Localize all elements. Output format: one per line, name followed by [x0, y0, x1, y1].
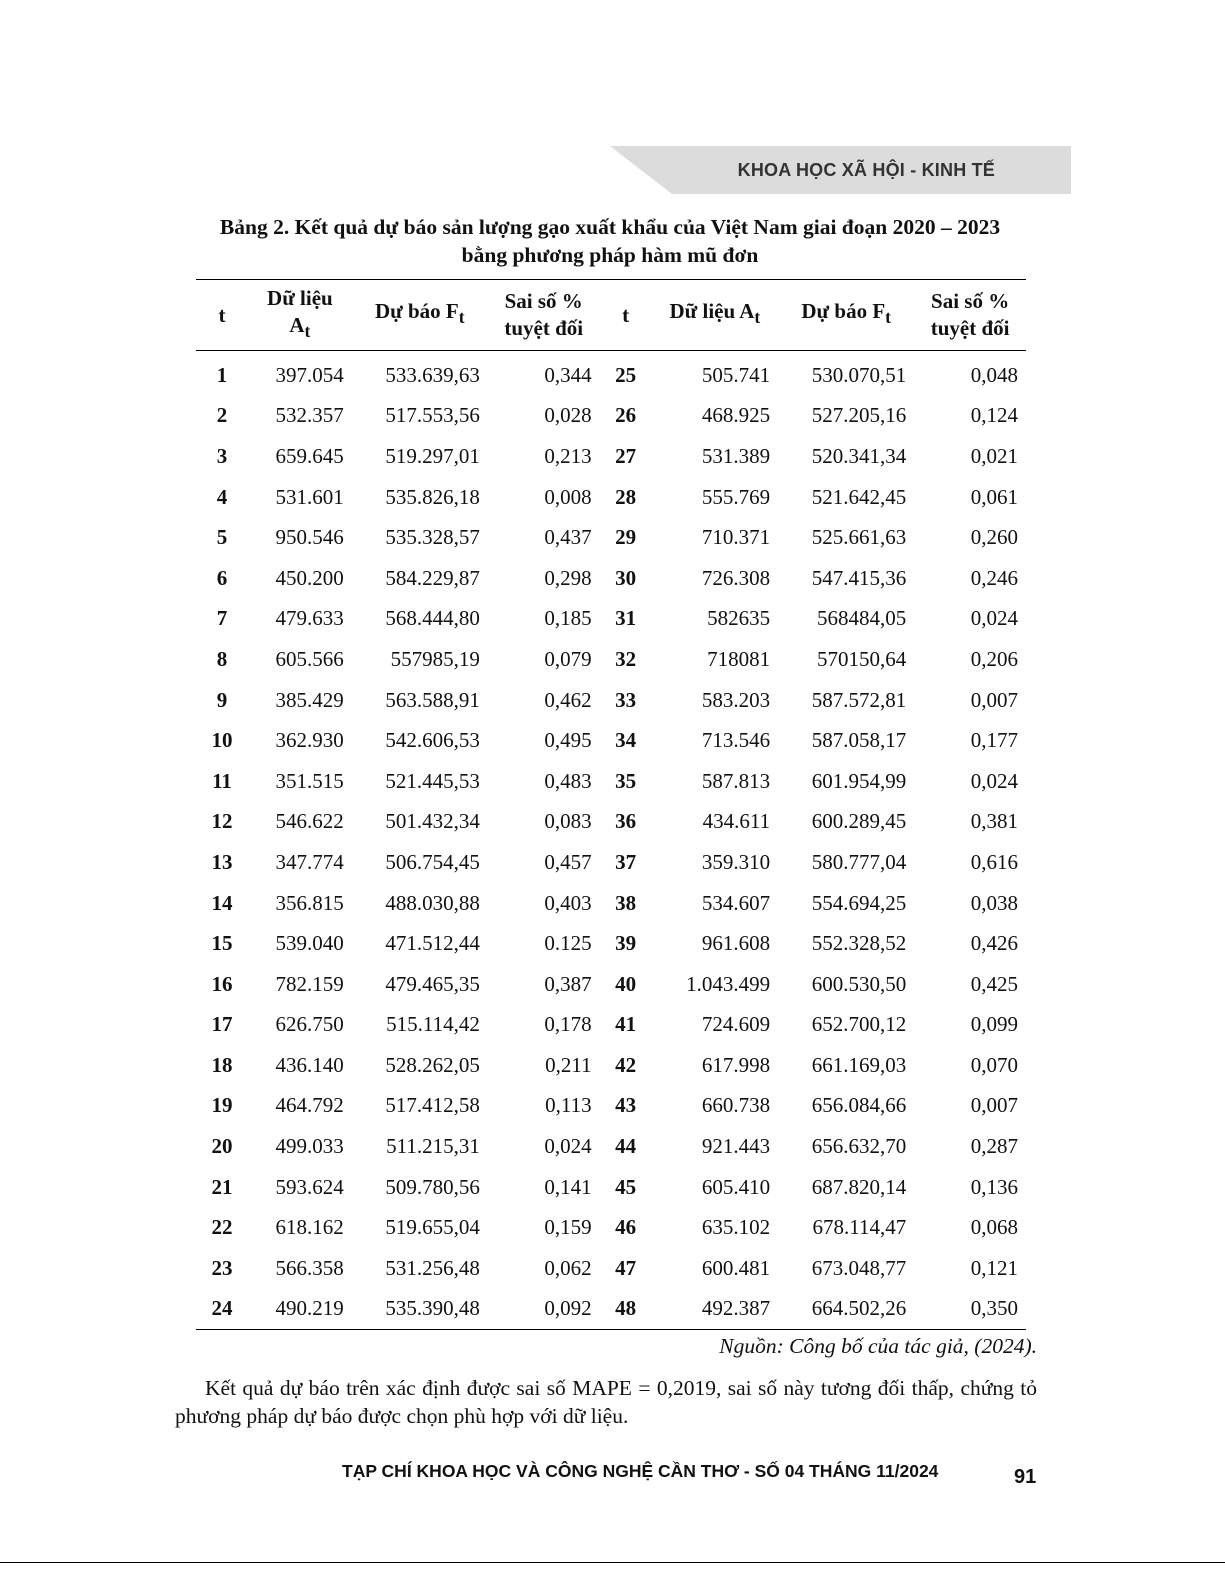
row-forecast-left: 511.215,31	[386, 1134, 480, 1159]
header-t-left: t	[218, 302, 226, 327]
row-t-left: 11	[212, 768, 232, 793]
row-error-right: 0,070	[970, 1052, 1018, 1077]
row-t-right: 43	[615, 1093, 637, 1118]
row-data-left: 464.792	[275, 1093, 344, 1118]
table-row	[196, 802, 1026, 843]
row-error-right: 0,260	[970, 525, 1018, 550]
row-t-right: 40	[615, 971, 637, 996]
row-data-right: 492.387	[701, 1296, 771, 1321]
row-data-left: 450.200	[275, 565, 344, 590]
row-t-left: 12	[211, 809, 233, 834]
table-row	[196, 923, 1026, 964]
journal-footer: TẠP CHÍ KHOA HỌC VÀ CÔNG NGHỆ CẦN THƠ - SỐ 04 THÁNG 11/2024	[342, 1461, 939, 1481]
row-t-left: 23	[211, 1255, 233, 1280]
row-t-left: 21	[211, 1174, 233, 1199]
row-forecast-right: 530.070,51	[811, 362, 907, 387]
row-data-right: 961.608	[701, 931, 771, 956]
header-error-line1-right: Sai số %	[931, 289, 1010, 313]
row-error-left: 0,403	[544, 890, 592, 915]
row-error-right: 0,024	[970, 768, 1018, 793]
row-forecast-right: 554.694,25	[811, 890, 907, 915]
row-forecast-left: 519.655,04	[385, 1215, 480, 1240]
table-body	[196, 351, 1026, 1330]
row-t-right: 35	[615, 768, 637, 793]
header-error-line1: Sai số %	[504, 289, 583, 313]
row-error-left: 0,387	[544, 971, 592, 996]
table-row	[196, 1086, 1026, 1127]
row-forecast-left: 535.826,18	[385, 484, 480, 509]
row-data-right: 359.310	[701, 849, 771, 874]
row-t-right: 29	[615, 525, 637, 550]
row-data-left: 356.815	[275, 890, 344, 915]
table-row	[196, 477, 1026, 518]
row-error-right: 0,099	[970, 1012, 1018, 1037]
row-t-right: 37	[615, 849, 637, 874]
table-row	[196, 351, 1026, 396]
row-data-left: 626.750	[275, 1012, 344, 1037]
row-t-right: 44	[615, 1134, 637, 1159]
bottom-rule	[0, 1562, 1225, 1563]
row-t-right: 45	[615, 1174, 637, 1199]
row-error-left: 0,211	[545, 1052, 592, 1077]
row-forecast-right: 600.530,50	[811, 971, 907, 996]
row-forecast-left: 506.754,45	[385, 849, 480, 874]
row-t-right: 38	[615, 890, 637, 915]
table-row	[196, 1167, 1026, 1208]
row-t-right: 41	[615, 1012, 637, 1037]
table-row	[196, 599, 1026, 640]
table-row	[196, 396, 1026, 437]
row-data-right: 582635	[707, 606, 771, 631]
row-data-left: 347.774	[275, 849, 344, 874]
table-source: Nguồn: Công bố của tác giả, (2024).	[719, 1334, 1037, 1358]
row-forecast-left: 488.030,88	[385, 890, 480, 915]
table-row	[196, 639, 1026, 680]
row-data-left: 605.566	[275, 646, 344, 671]
header-data-subscript: t	[304, 321, 311, 342]
row-t-left: 19	[211, 1093, 233, 1118]
row-data-left: 539.040	[275, 931, 344, 956]
row-t-left: 10	[211, 728, 233, 753]
row-error-right: 0,048	[970, 362, 1018, 387]
row-forecast-left: 517.553,56	[385, 403, 480, 428]
row-data-right: 1.043.499	[686, 971, 771, 996]
row-t-left: 20	[211, 1134, 233, 1159]
row-data-left: 436.140	[275, 1052, 344, 1077]
row-t-right: 26	[615, 403, 637, 428]
caption-line-2: bằng phương pháp hàm mũ đơn	[461, 243, 759, 267]
row-forecast-right: 568484,05	[816, 606, 907, 631]
header-error-line2: tuyệt đối	[504, 316, 584, 340]
row-error-right: 0,007	[970, 1093, 1018, 1118]
row-t-left: 13	[211, 849, 233, 874]
row-data-right: 600.481	[701, 1255, 771, 1280]
row-t-right: 31	[615, 606, 637, 631]
row-data-right: 555.769	[701, 484, 771, 509]
row-forecast-right: 552.328,52	[811, 931, 907, 956]
row-data-right: 635.102	[701, 1215, 771, 1240]
row-error-left: 0,062	[544, 1255, 592, 1280]
row-forecast-right: 656.084,66	[811, 1093, 907, 1118]
row-data-right: 921.443	[701, 1134, 771, 1159]
row-forecast-left: 519.297,01	[385, 443, 480, 468]
row-forecast-left: 471.512,44	[385, 931, 480, 956]
row-t-left: 8	[216, 646, 228, 671]
header-data-right	[652, 280, 779, 351]
row-forecast-left: 584.229,87	[385, 565, 480, 590]
row-error-right: 0,616	[970, 849, 1018, 874]
table-row	[196, 720, 1026, 761]
row-forecast-right: 664.502,26	[811, 1296, 907, 1321]
row-data-left: 618.162	[275, 1215, 344, 1240]
header-error-right	[914, 280, 1026, 351]
row-error-left: 0,008	[544, 484, 592, 509]
row-data-left: 490.219	[275, 1296, 344, 1321]
row-error-left: 0,457	[544, 849, 592, 874]
row-data-right: 710.371	[701, 525, 771, 550]
section-header: KHOA HỌC XÃ HỘI - KINH TẾ	[737, 160, 995, 180]
row-error-left: 0,028	[544, 403, 592, 428]
table-row	[196, 964, 1026, 1005]
row-t-left: 3	[216, 443, 228, 468]
table-row	[196, 558, 1026, 599]
header-forecast-right	[778, 280, 914, 351]
row-forecast-left: 521.445,53	[385, 768, 480, 793]
row-data-right: 605.410	[701, 1174, 771, 1199]
row-t-right: 46	[615, 1215, 637, 1240]
row-error-left: 0,159	[544, 1215, 592, 1240]
row-t-left: 18	[211, 1052, 233, 1077]
row-error-left: 0,483	[544, 768, 592, 793]
row-forecast-left: 528.262,05	[385, 1052, 480, 1077]
row-forecast-right: 521.642,45	[811, 484, 907, 509]
row-error-left: 0,495	[544, 728, 592, 753]
row-t-right: 34	[615, 728, 637, 753]
row-data-right: 468.925	[701, 403, 771, 428]
row-error-right: 0,177	[970, 728, 1018, 753]
row-forecast-right: 525.661,63	[811, 525, 907, 550]
row-error-right: 0,287	[970, 1134, 1018, 1159]
row-data-left: 351.515	[275, 768, 344, 793]
row-error-right: 0,121	[970, 1255, 1018, 1280]
header-t-right: t	[622, 302, 630, 327]
row-t-left: 1	[216, 362, 228, 387]
table-caption	[195, 213, 1025, 269]
row-t-right: 27	[615, 443, 637, 468]
table-row	[196, 1207, 1026, 1248]
header-data-inline-subscript: t	[754, 307, 761, 328]
row-t-right: 42	[615, 1052, 637, 1077]
row-forecast-right: 656.632,70	[811, 1134, 907, 1159]
table-row	[196, 1005, 1026, 1046]
row-forecast-right: 547.415,36	[811, 565, 907, 590]
row-error-left: 0,344	[544, 362, 592, 387]
row-forecast-left: 542.606,53	[385, 728, 480, 753]
row-t-right: 48	[615, 1296, 637, 1321]
header-data-label: Dữ liệu	[267, 285, 333, 310]
row-data-left: 362.930	[275, 728, 344, 753]
header-error-line2-right: tuyệt đối	[930, 316, 1010, 340]
row-forecast-left: 568.444,80	[385, 606, 480, 631]
row-forecast-left: 535.390,48	[385, 1296, 480, 1321]
row-error-left: 0,178	[544, 1012, 592, 1037]
row-error-right: 0,024	[970, 606, 1018, 631]
row-data-right: 583.203	[701, 687, 771, 712]
row-data-right: 660.738	[701, 1093, 771, 1118]
row-data-right: 505.741	[701, 362, 771, 387]
row-forecast-left: 533.639,63	[385, 362, 480, 387]
row-error-left: 0,141	[544, 1174, 592, 1199]
row-forecast-right: 587.058,17	[811, 728, 907, 753]
row-t-right: 28	[615, 484, 637, 509]
row-t-left: 6	[216, 565, 228, 590]
row-t-right: 25	[615, 362, 637, 387]
row-error-left: 0,024	[544, 1134, 592, 1159]
row-forecast-left: 535.328,57	[385, 525, 480, 550]
header-data-symbol: A	[289, 312, 305, 337]
row-forecast-left: 509.780,56	[385, 1174, 480, 1199]
row-t-right: 39	[615, 931, 637, 956]
header-data-left	[248, 280, 352, 351]
header-error-left	[488, 280, 600, 351]
table-row	[196, 1126, 1026, 1167]
row-data-left: 566.358	[275, 1255, 344, 1280]
row-forecast-right: 673.048,77	[811, 1255, 907, 1280]
table-header	[196, 280, 1026, 351]
row-t-left: 17	[211, 1012, 233, 1037]
row-data-right: 724.609	[701, 1012, 771, 1037]
header-forecast-subscript: t	[458, 307, 465, 328]
row-t-left: 5	[216, 525, 228, 550]
row-data-left: 659.645	[275, 443, 344, 468]
row-t-left: 16	[211, 971, 233, 996]
row-data-left: 385.429	[275, 687, 344, 712]
row-forecast-right: 601.954,99	[811, 768, 907, 793]
row-t-left: 4	[216, 484, 228, 509]
row-error-right: 0,021	[970, 443, 1018, 468]
row-error-left: 0,213	[544, 443, 592, 468]
row-error-left: 0,462	[544, 687, 592, 712]
forecast-table	[196, 279, 1026, 1330]
row-error-left: 0,437	[544, 525, 592, 550]
row-t-left: 15	[211, 931, 233, 956]
row-data-right: 534.607	[701, 890, 771, 915]
row-error-left: 0,092	[544, 1296, 592, 1321]
row-data-left: 593.624	[275, 1174, 344, 1199]
row-data-left: 546.622	[275, 809, 344, 834]
row-forecast-left: 501.432,34	[385, 809, 480, 834]
row-error-left: 0,113	[545, 1093, 592, 1118]
row-t-left: 9	[216, 687, 228, 712]
row-data-left: 499.033	[275, 1134, 344, 1159]
row-t-right: 32	[615, 646, 637, 671]
row-data-right: 718081	[707, 646, 771, 671]
row-data-right: 587.813	[701, 768, 771, 793]
row-forecast-right: 661.169,03	[811, 1052, 907, 1077]
row-forecast-right: 587.572,81	[811, 687, 907, 712]
row-data-left: 531.601	[275, 484, 344, 509]
table-row	[196, 1248, 1026, 1289]
row-t-left: 7	[216, 606, 228, 631]
row-data-left: 782.159	[275, 971, 344, 996]
header-forecast-left	[352, 280, 488, 351]
header-forecast-label: Dự báo F	[374, 299, 459, 324]
row-t-right: 36	[615, 809, 637, 834]
row-error-right: 0,136	[970, 1174, 1018, 1199]
row-data-left: 479.633	[275, 606, 344, 631]
row-data-left: 950.546	[275, 525, 344, 550]
row-error-right: 0,068	[970, 1215, 1018, 1240]
row-error-right: 0,124	[970, 403, 1018, 428]
row-error-right: 0,061	[970, 484, 1018, 509]
row-t-left: 2	[216, 403, 228, 428]
row-t-left: 14	[211, 890, 233, 915]
row-error-left: 0,083	[544, 809, 592, 834]
row-forecast-left: 531.256,48	[385, 1255, 480, 1280]
row-t-right: 33	[615, 687, 637, 712]
table-row	[196, 761, 1026, 802]
table-row	[196, 436, 1026, 477]
row-error-right: 0,246	[970, 565, 1018, 590]
row-error-right: 0,206	[970, 646, 1018, 671]
row-error-left: 0.125	[544, 931, 592, 956]
row-error-right: 0,381	[970, 809, 1018, 834]
row-forecast-right: 520.341,34	[811, 443, 907, 468]
table-row	[196, 517, 1026, 558]
row-data-right: 726.308	[701, 565, 771, 590]
row-data-left: 532.357	[275, 403, 344, 428]
row-forecast-right: 678.114,47	[812, 1215, 907, 1240]
table-row	[196, 883, 1026, 924]
row-forecast-left: 517.412,58	[385, 1093, 480, 1118]
row-data-right: 617.998	[701, 1052, 771, 1077]
body-paragraph: Kết quả dự báo trên xác định được sai số MAPE = 0,2019, sai số này tương đối thấp, chứng tỏ phương pháp dự báo được chọn phù hợp với dữ liệu.	[175, 1376, 1037, 1428]
header-forecast-subscript-right: t	[885, 307, 891, 328]
row-error-left: 0,185	[544, 606, 592, 631]
row-forecast-left: 515.114,42	[386, 1012, 480, 1037]
row-t-left: 22	[211, 1215, 233, 1240]
table-row	[196, 1045, 1026, 1086]
row-t-right: 47	[615, 1255, 637, 1280]
row-error-left: 0,079	[544, 646, 592, 671]
row-forecast-right: 687.820,14	[811, 1174, 907, 1199]
row-error-right: 0,038	[970, 890, 1018, 915]
table-row	[196, 1289, 1026, 1330]
table-row	[196, 842, 1026, 883]
row-forecast-right: 527.205,16	[811, 403, 907, 428]
header-data-inline-label: Dữ liệu A	[669, 299, 755, 324]
row-forecast-right: 600.289,45	[811, 809, 907, 834]
row-error-right: 0,007	[970, 687, 1018, 712]
row-forecast-left: 557985,19	[390, 646, 480, 671]
header-forecast-label-right: Dự báo F	[801, 299, 886, 324]
row-data-right: 531.389	[701, 443, 771, 468]
caption-line-1: Bảng 2. Kết quả dự báo sản lượng gạo xuất khẩu của Việt Nam giai đoạn 2020 – 2023	[219, 215, 1001, 239]
row-forecast-right: 570150,64	[816, 646, 907, 671]
row-forecast-left: 563.588,91	[385, 687, 480, 712]
row-error-right: 0,425	[970, 971, 1018, 996]
row-t-right: 30	[615, 565, 637, 590]
page-number: 91	[1014, 1466, 1037, 1488]
row-forecast-right: 652.700,12	[811, 1012, 907, 1037]
row-data-left: 397.054	[275, 362, 344, 387]
row-t-left: 24	[211, 1296, 233, 1321]
row-forecast-left: 479.465,35	[385, 971, 480, 996]
row-error-right: 0,350	[970, 1296, 1018, 1321]
row-forecast-right: 580.777,04	[811, 849, 907, 874]
table-row	[196, 680, 1026, 721]
row-data-right: 713.546	[701, 728, 771, 753]
row-data-right: 434.611	[702, 809, 771, 834]
row-error-left: 0,298	[544, 565, 592, 590]
row-error-right: 0,426	[970, 931, 1018, 956]
